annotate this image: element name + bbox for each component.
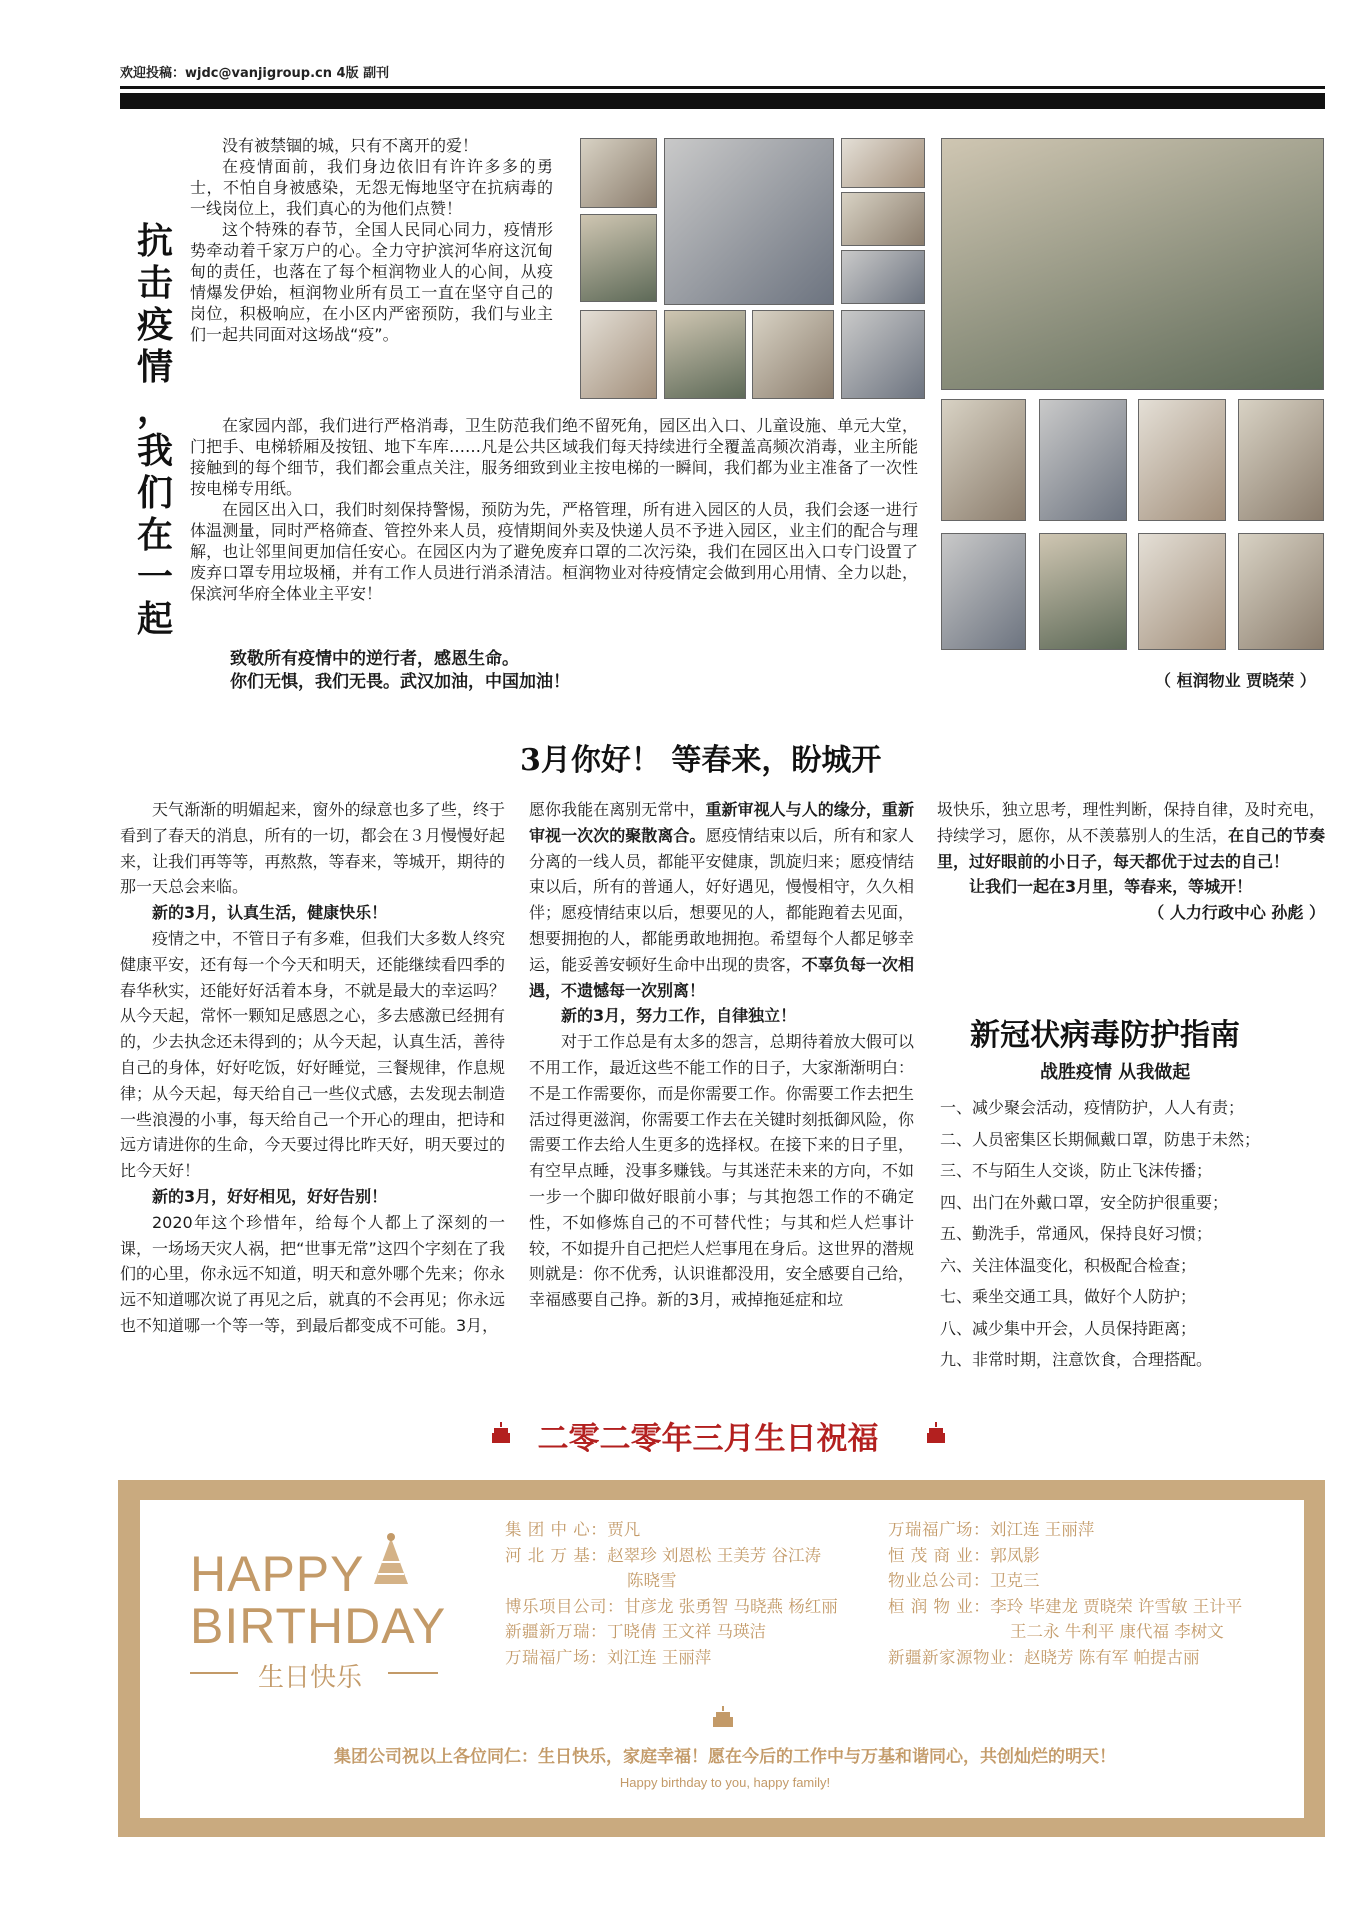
article-paragraph: 对于工作总是有太多的怨言，总期待着放大假可以不用工作，最近这些不能工作的日子，大家渐渐明白：不是工作需要你，而是你需要工作。你需要工作去把生活过得更滋润，你需要工作去在关键时刻抵御风险，你需要工作去给人生更多的选择权。在接下来的日子里，有空早点睡，没事多赚钱。与其迷茫未来的方向，不如一步一个脚印做好眼前小事；与其抱怨工作的不确定性，不如修炼自己的不可替代性；与其和烂人烂事计较，不如提升自己把烂人烂事甩在身后。这世界的潜规则就是：你不优秀，认识谁都没用，安全感要自己给，幸福感要自己挣。新的3月，戒掉拖延症和垃 xyxy=(529,1032,914,1310)
article-subheading: 新的3月，好好相见，好好告别！ xyxy=(152,1186,388,1206)
photo-collage-image xyxy=(1238,533,1324,650)
org-label: 新疆新家源物业： xyxy=(888,1647,1024,1667)
list-item xyxy=(888,1619,1308,1645)
section2-column-1 xyxy=(120,797,505,1339)
section1-paragraph: 在园区出入口，我们时刻保持警惕，预防为先，严格管理，所有进入园区的人员，我们会逐一进行体温测量，同时严格筛查、管控外来人员，疫情期间外卖及快递人员不予进入园区，业主们的配合与理解，也让邻里间更加信任安心。在园区内为了避免废弃口罩的二次污染，我们在园区出入口专门设置了废弃口罩专用垃圾桶，并有工作人员进行消杀清洁。桓润物业对待疫情定会做到用心用情、全力以赴，保滨河华府全体业主平安！ xyxy=(190,500,918,603)
text-run-bold: 在自己的节奏里，过好眼前的小日子，每天都优于过去的自己！ xyxy=(937,825,1325,871)
party-hat-icon xyxy=(372,1532,410,1588)
divider xyxy=(388,1672,438,1674)
guide-item: 七、乘坐交通工具，做好个人防护； xyxy=(940,1287,1197,1306)
birthday-blessing-en: Happy birthday to you, happy family! xyxy=(619,1775,831,1790)
guide-item: 三、不与陌生人交谈，防止飞沫传播； xyxy=(940,1161,1213,1180)
birthday-blessing: 集团公司祝以上各位同仁：生日快乐，家庭幸福！愿在今后的工作中与万基和谐同心，共创灿烂的明天！ xyxy=(334,1747,1116,1767)
names: 李玲 毕建龙 贾晓荣 许雪敏 王计平 xyxy=(990,1596,1243,1616)
photo-collage-image xyxy=(841,250,925,304)
happy-text: HAPPY xyxy=(190,1546,365,1602)
photo-collage-image xyxy=(841,138,925,188)
org-label: 物业总公司： xyxy=(888,1571,990,1590)
section2-column-2 xyxy=(529,797,914,1313)
names: 贾凡 xyxy=(607,1520,641,1539)
closing-line: 致敬所有疫情中的逆行者，感恩生命。 xyxy=(230,649,519,669)
divider xyxy=(190,1672,238,1674)
names: 赵翠珍 刘恩松 王美芳 谷江涛 xyxy=(607,1545,821,1565)
header-rule-thick xyxy=(120,93,1325,109)
article-paragraph: 疫情之中，不管日子有多难，但我们大多数人终究健康平安，还有每一个今天和明天，还能继续看四季的春华秋实，还能好好活着本身，不就是最大的幸运吗？从今天起，常怀一颗知足感恩之心，多去感激已经拥有的，少去执念还未得到的；从今天起，认真生活，善待自己的身体，好好吃饭，好好睡觉，三餐规律，作息规律；从今天起，每天给自己一些仪式感，去发现去制造一些浪漫的小事，每天给自己一个开心的理由，把诗和远方请进你的生命，今天要过得比昨天好，明天要过的比今天好！ xyxy=(120,928,505,1181)
birthday-list-left xyxy=(505,1517,865,1670)
vtitle-char: 疫 xyxy=(136,304,173,346)
list-item xyxy=(505,1619,865,1645)
vtitle-char: ， xyxy=(136,388,173,430)
names: 王二永 牛利平 康代福 李树文 xyxy=(1010,1622,1224,1641)
names: 赵晓芳 陈有军 帕提古丽 xyxy=(1024,1647,1200,1667)
article-paragraph xyxy=(937,797,1325,874)
header-rule-thin xyxy=(120,86,1325,89)
vtitle-char: 在 xyxy=(136,514,173,556)
vtitle-char: 一 xyxy=(136,556,173,598)
list-item xyxy=(505,1568,865,1594)
section1-paragraph: 没有被禁锢的城，只有不离开的爱！ xyxy=(222,136,479,155)
photo-collage-image xyxy=(1039,533,1127,650)
photo-collage-image xyxy=(1138,399,1226,521)
photo-collage-image xyxy=(941,399,1026,521)
photo-collage-image xyxy=(1138,533,1226,650)
article-paragraph: 2020年这个珍惜年，给每个人都上了深刻的一课，一场场天灾人祸，把“世事无常”这四个字刻在了我们的心里，你永远不知道，明天和意外哪个先来；你永远不知道哪次说了再见之后，就真的不会再见；你永远也不知道哪一个等一等，到最后都变成不可能。3月， xyxy=(120,1212,505,1335)
article-subheading: 新的3月，认真生活，健康快乐！ xyxy=(152,903,388,923)
photo-collage-image xyxy=(580,138,657,208)
section1-paragraph: 在家园内部，我们进行严格消毒，卫生防范我们绝不留死角，园区出入口、儿童设施、单元大堂，门把手、电梯轿厢及按钮、地下车库……凡是公共区域我们每天持续进行全覆盖高频次消毒，业主所能接触到的每个细节，我们都会重点关注，服务细致到业主按电梯的一瞬间，我们都为业主准备了一次性按电梯专用纸。 xyxy=(190,416,918,498)
section1-closing xyxy=(230,648,910,694)
list-item xyxy=(888,1568,1308,1594)
birthday-cn: 生日快乐 xyxy=(258,1663,363,1693)
names: 卫克三 xyxy=(990,1571,1040,1590)
photo-collage-image xyxy=(664,138,834,305)
section1-paragraph: 在疫情面前，我们身边依旧有许许多多的勇士，不怕自身被感染，无怨无悔地坚守在抗病毒的一线岗位上，我们真心的为他们点赞！ xyxy=(190,157,553,218)
section2-title: 3月你好！ 等春来，盼城开 xyxy=(520,743,882,778)
list-item xyxy=(505,1517,865,1543)
guide-subtitle: 战胜疫情 从我做起 xyxy=(1040,1062,1191,1083)
photo-collage-image xyxy=(580,310,657,399)
names: 郭凤影 xyxy=(990,1545,1040,1565)
guide-item: 一、减少聚会活动，疫情防护，人人有责； xyxy=(940,1098,1245,1117)
vertical-title xyxy=(132,220,178,640)
guide-item: 四、出门在外戴口罩，安全防护很重要； xyxy=(940,1192,1229,1212)
article-subheading: 新的3月，努力工作，自律独立！ xyxy=(561,1006,797,1026)
org-label: 新疆新万瑞： xyxy=(505,1622,607,1641)
guide-item: 二、人员密集区长期佩戴口罩，防患于未然； xyxy=(940,1129,1261,1149)
list-item xyxy=(888,1543,1308,1569)
cake-icon xyxy=(710,1703,736,1729)
vtitle-char: 起 xyxy=(136,598,173,640)
article-signature: （ 人力行政中心 孙彪 ） xyxy=(1148,903,1325,923)
names: 刘江连 王丽萍 xyxy=(607,1647,712,1667)
org-label: 桓 润 物 业： xyxy=(888,1596,991,1616)
section1-paragraph: 这个特殊的春节，全国人民同心同力，疫情形势牵动着千家万户的心。全力守护滨河华府这沉甸甸的责任，也落在了每个桓润物业人的心间，从疫情爆发伊始，桓润物业所有员工一直在坚守自己的岗位，积极响应，在小区内严密预防，我们与业主们一起共同面对这场战“疫”。 xyxy=(190,220,553,344)
section2-column-3 xyxy=(937,797,1325,926)
photo-collage-image xyxy=(941,533,1026,650)
names: 陈晓雪 xyxy=(627,1571,677,1590)
text-run-bold: 不辜负每一次相遇，不遗憾每一次别离！ xyxy=(529,954,914,1000)
photo-collage-image xyxy=(1039,399,1127,521)
list-item xyxy=(888,1645,1308,1671)
article-paragraph xyxy=(529,797,914,1003)
guide-list xyxy=(940,1092,1325,1376)
vtitle-char: 们 xyxy=(136,472,173,514)
org-label: 万瑞福广场： xyxy=(505,1647,607,1667)
closing-line: 你们无惧，我们无畏。武汉加油，中国加油！ xyxy=(230,672,570,692)
org-label: 万瑞福广场： xyxy=(888,1520,990,1539)
text-run: 愿你我能在离别无常中， xyxy=(529,800,706,819)
photo-collage-image xyxy=(752,310,834,399)
org-label: 恒 茂 商 业： xyxy=(888,1545,991,1565)
birthday-list-right xyxy=(888,1517,1308,1670)
list-item xyxy=(505,1594,865,1620)
photo-collage-image xyxy=(841,310,925,399)
names: 甘彦龙 张勇智 马晓燕 杨红丽 xyxy=(624,1596,838,1616)
photo-collage-image xyxy=(841,192,925,246)
guide-item: 六、关注体温变化，积极配合检查； xyxy=(940,1255,1197,1275)
article-subheading: 让我们一起在3月里，等春来，等城开！ xyxy=(969,877,1253,897)
article-paragraph: 天气渐渐的明媚起来，窗外的绿意也多了些，终于看到了春天的消息，所有的一切，都会在３月慢慢好起来，让我们再等等，再熬熬，等春来，等城开，期待的那一天总会来临。 xyxy=(120,800,505,897)
vtitle-char: 抗 xyxy=(136,220,173,262)
photo-collage-image xyxy=(664,310,746,399)
list-item xyxy=(505,1543,865,1569)
text-run: 圾快乐，独立思考，理性判断，保持自律，及时充电，持续学习，愿你，从不羡慕别人的生活， xyxy=(937,800,1325,845)
vtitle-char: 击 xyxy=(136,262,173,304)
org-label: 博乐项目公司： xyxy=(505,1596,624,1616)
guide-title: 新冠状病毒防护指南 xyxy=(970,1018,1240,1053)
cake-icon xyxy=(925,1421,947,1445)
guide-item: 八、减少集中开会，人员保持距离； xyxy=(940,1318,1197,1338)
text-run: 愿疫情结束以后，所有和家人分离的一线人员，都能平安健康，凯旋归来；愿疫情结束以后，所有的普通人，好好遇见，慢慢相守，久久相伴；愿疫情结束以后，想要见的人，都能跑着去见面，想要拥抱的人，都能勇敢地拥抱。希望每个人都足够幸运，能妥善安顿好生命中出现的贵客， xyxy=(529,825,914,974)
list-item xyxy=(888,1517,1308,1543)
birthday-title: 二零二零年三月生日祝福 xyxy=(537,1421,879,1457)
org-label: 河 北 万 基： xyxy=(505,1545,608,1565)
names: 丁晓倩 王文祥 马瑛洁 xyxy=(607,1622,766,1641)
photo-collage-image xyxy=(580,214,657,302)
section1-wide-text xyxy=(190,415,918,604)
guide-item: 五、勤洗手，常通风，保持良好习惯； xyxy=(940,1224,1213,1243)
vtitle-char: 情 xyxy=(136,346,173,388)
guide-item: 九、非常时期，注意饮食，合理搭配。 xyxy=(940,1350,1213,1369)
section1-signature: （ 桓润物业 贾晓荣 ） xyxy=(1155,671,1316,690)
list-item xyxy=(505,1645,865,1671)
birthday-text: BIRTHDAY xyxy=(190,1598,447,1654)
vtitle-char: 我 xyxy=(136,430,173,472)
section1-narrow-text xyxy=(190,135,553,345)
header-info: 欢迎投稿：wjdc@vanjigroup.cn 4版 副刊 xyxy=(120,66,390,81)
names: 刘江连 王丽萍 xyxy=(990,1520,1095,1539)
org-label: 集 团 中 心： xyxy=(505,1520,608,1539)
list-item xyxy=(888,1594,1308,1620)
photo-collage-image xyxy=(1238,399,1324,521)
text-run-bold: 重新审视人与人的缘分，重新审视一次次的聚散离合。 xyxy=(529,800,914,845)
photo-disinfection-main xyxy=(941,138,1324,390)
